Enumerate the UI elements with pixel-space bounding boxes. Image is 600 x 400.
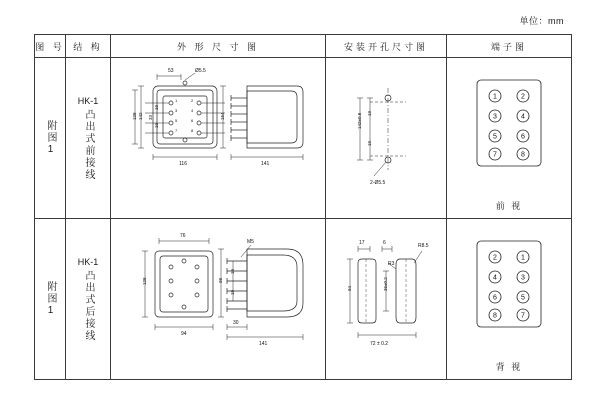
cell-hole-drawing-2: [326, 219, 447, 380]
svg-text:R3: R3: [388, 261, 395, 267]
svg-text:19: 19: [154, 122, 159, 128]
svg-text:141: 141: [259, 341, 268, 347]
structure-text-2: 凸出式后接线: [83, 269, 94, 342]
svg-text:4: 4: [521, 113, 525, 121]
cell-outline-drawing-1: [111, 58, 326, 219]
cell-outline-drawing-2: [111, 219, 326, 380]
svg-text:19: 19: [230, 268, 235, 274]
terminal-diagram-1: [447, 58, 571, 218]
terminal-caption-2: 背 视: [495, 362, 523, 372]
svg-text:R8.5: R8.5: [418, 243, 429, 249]
svg-text:5: 5: [493, 133, 497, 141]
svg-text:6: 6: [493, 294, 497, 302]
header-row: [35, 35, 572, 58]
svg-text:8: 8: [191, 128, 194, 133]
cell-structure-1: [66, 58, 111, 219]
svg-text:2-Ø5.5: 2-Ø5.5: [370, 180, 386, 186]
svg-text:53: 53: [168, 68, 174, 74]
cell-drawing-no-2: [35, 219, 66, 380]
svg-text:33: 33: [148, 114, 153, 120]
svg-text:7: 7: [521, 312, 525, 320]
svg-text:4: 4: [191, 108, 194, 113]
outline-drawing-2: [111, 219, 325, 379]
mounting-hole-drawing-2: [326, 219, 446, 379]
svg-text:M5: M5: [247, 239, 254, 245]
svg-text:2: 2: [191, 98, 194, 103]
header-outline-dim: 外 形 尺 寸 图: [111, 35, 326, 58]
svg-text:2: 2: [493, 254, 497, 262]
svg-text:154: 154: [220, 112, 225, 120]
table-row: [35, 219, 572, 380]
cell-terminal-diagram-1: [447, 58, 572, 219]
svg-text:141: 141: [261, 161, 270, 167]
svg-text:19: 19: [154, 104, 159, 110]
table-header: [35, 35, 572, 58]
outline-drawing-1: [111, 58, 325, 218]
table-row: [35, 58, 572, 219]
svg-text:8: 8: [493, 312, 497, 320]
terminal-caption-1: 前 视: [495, 201, 523, 211]
svg-text:19: 19: [367, 110, 372, 116]
header-mounting-hole: 安装开孔尺寸图: [326, 35, 447, 58]
svg-text:128: 128: [132, 112, 137, 120]
svg-text:94: 94: [181, 331, 187, 337]
svg-text:3: 3: [493, 113, 497, 121]
svg-text:Ø5.5: Ø5.5: [195, 68, 206, 74]
svg-text:4: 4: [493, 274, 497, 282]
mounting-hole-drawing-1: [326, 58, 446, 218]
structure-text-1: 凸出式前接线: [83, 108, 94, 181]
svg-text:5: 5: [175, 118, 178, 123]
svg-text:1: 1: [493, 93, 497, 101]
svg-text:19: 19: [367, 140, 372, 146]
svg-text:116: 116: [179, 161, 187, 167]
svg-text:6: 6: [191, 118, 194, 123]
terminal-diagram-2: [447, 219, 571, 379]
drawing-no-label-1: 附图1: [45, 119, 56, 157]
cell-drawing-no-1: [35, 58, 66, 219]
cell-terminal-diagram-2: [447, 219, 572, 380]
dimension-table: [34, 34, 572, 380]
unit-note: 单位：mm: [519, 16, 564, 26]
svg-text:76: 76: [180, 233, 186, 239]
svg-text:98: 98: [218, 277, 223, 283]
drawing-no-label-2: 附图1: [45, 280, 56, 318]
svg-text:128: 128: [142, 277, 147, 285]
svg-text:2: 2: [521, 93, 525, 101]
svg-text:3: 3: [521, 274, 525, 282]
cell-structure-2: [66, 219, 111, 380]
svg-text:36±0.2: 36±0.2: [383, 277, 388, 291]
svg-text:7: 7: [493, 151, 497, 159]
svg-text:142: 142: [138, 112, 143, 120]
svg-text:142±0.8: 142±0.8: [357, 112, 362, 129]
svg-text:3: 3: [175, 108, 178, 113]
svg-text:6: 6: [383, 240, 386, 246]
header-drawing-no: 图 号: [35, 35, 66, 58]
svg-text:5: 5: [521, 294, 525, 302]
table-body: [35, 58, 572, 380]
svg-text:94: 94: [347, 285, 352, 291]
header-terminal: 端子图: [447, 35, 572, 58]
svg-text:7: 7: [175, 128, 178, 133]
header-structure: 结 构: [66, 35, 111, 58]
svg-text:17: 17: [359, 240, 365, 246]
svg-text:72 ± 0.2: 72 ± 0.2: [370, 341, 389, 347]
svg-text:8: 8: [521, 151, 525, 159]
svg-text:1: 1: [521, 254, 525, 262]
svg-text:1: 1: [175, 98, 178, 103]
cell-hole-drawing-1: [326, 58, 447, 219]
svg-text:6: 6: [521, 133, 525, 141]
svg-text:30: 30: [233, 320, 239, 326]
svg-text:19: 19: [230, 289, 235, 295]
structure-code-1: HK-1: [77, 95, 99, 106]
structure-code-2: HK-1: [77, 256, 99, 267]
